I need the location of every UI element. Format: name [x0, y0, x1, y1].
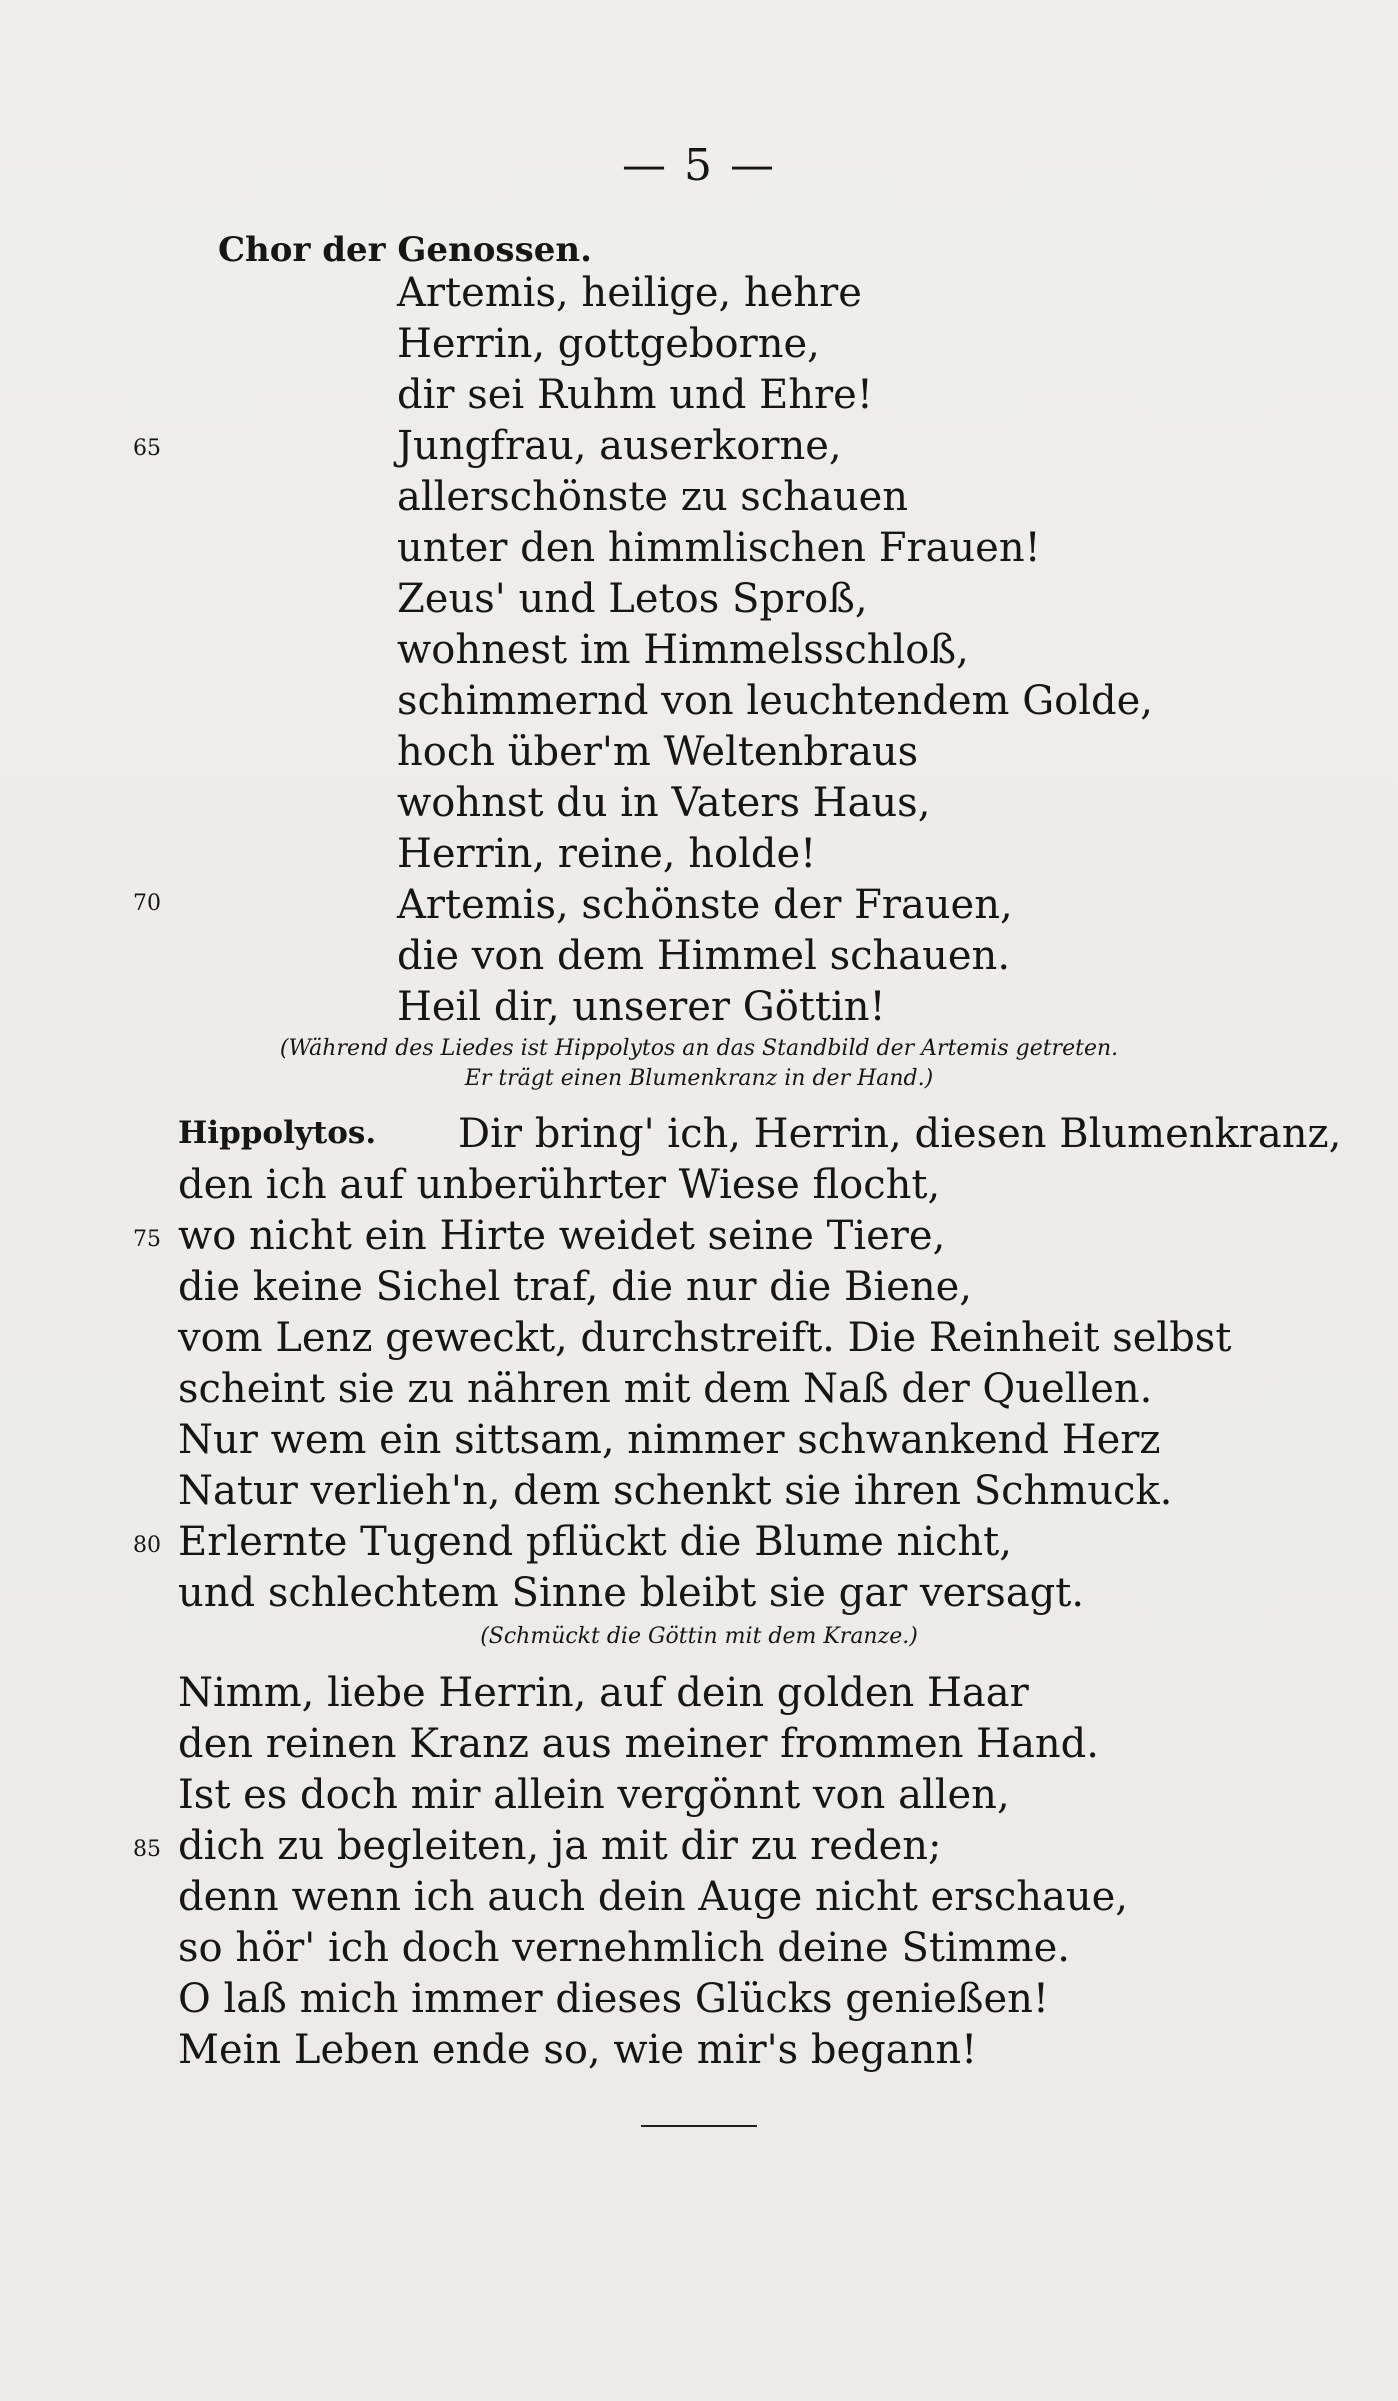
- verse-line-hippolytos-4: die keine Sichel traf, die nur die Biene,: [178, 1264, 972, 1310]
- stage-direction: (Während des Liedes ist Hippolytos an das Standbild der Artemis getreten.: [279, 1036, 1119, 1061]
- line-number-80: 80: [133, 1533, 161, 1558]
- line-number-75: 75: [133, 1227, 161, 1252]
- verse-line-hippolytos-18: Mein Leben ende so, wie mir's begann!: [178, 2027, 978, 2073]
- verse-line-chorus-14: die von dem Himmel schauen.: [397, 933, 1011, 979]
- verse-line-hippolytos-16: so hör' ich doch vernehmlich deine Stimme.: [178, 1925, 1070, 1971]
- verse-line-hippolytos-5: vom Lenz geweckt, durchstreift. Die Reinheit selbst: [178, 1315, 1232, 1361]
- verse-line-hippolytos-15: denn wenn ich auch dein Auge nicht erschaue,: [178, 1874, 1128, 1920]
- verse-line-chorus-1: Artemis, heilige, hehre: [397, 270, 862, 316]
- stage-direction: Er trägt einen Blumenkranz in der Hand.): [464, 1066, 934, 1091]
- verse-line-chorus-13: Artemis, schönste der Frauen,: [397, 882, 1013, 928]
- speaker-chorus: Chor der Genossen.: [218, 230, 592, 270]
- verse-line-hippolytos-7: Nur wem ein sittsam, nimmer schwankend Herz: [178, 1417, 1161, 1463]
- verse-line-hippolytos-6: scheint sie zu nähren mit dem Naß der Quellen.: [178, 1366, 1153, 1412]
- verse-line-hippolytos-10: und schlechtem Sinne bleibt sie gar versagt.: [178, 1570, 1085, 1616]
- verse-line-chorus-7: Zeus' und Letos Sproß,: [397, 576, 868, 622]
- stage-direction: (Schmückt die Göttin mit dem Kranze.): [480, 1624, 918, 1649]
- verse-line-chorus-6: unter den himmlischen Frauen!: [397, 525, 1041, 571]
- verse-line-hippolytos-9: Erlernte Tugend pflückt die Blume nicht,: [178, 1519, 1012, 1565]
- verse-line-chorus-12: Herrin, reine, holde!: [397, 831, 817, 877]
- verse-line-hippolytos-12: den reinen Kranz aus meiner frommen Hand.: [178, 1721, 1099, 1767]
- verse-line-chorus-2: Herrin, gottgeborne,: [397, 321, 820, 367]
- verse-line-chorus-4: Jungfrau, auserkorne,: [397, 423, 842, 469]
- verse-line-hippolytos-2: den ich auf unberührter Wiese flocht,: [178, 1162, 941, 1208]
- line-number-70: 70: [133, 891, 161, 916]
- verse-line-hippolytos-17: O laß mich immer dieses Glücks genießen!: [178, 1976, 1049, 2022]
- page-number: — 5 —: [622, 140, 776, 191]
- verse-line-chorus-3: dir sei Ruhm und Ehre!: [397, 372, 873, 418]
- verse-line-chorus-8: wohnest im Himmelsschloß,: [397, 627, 969, 673]
- verse-line-chorus-10: hoch über'm Weltenbraus: [397, 729, 919, 775]
- verse-line-hippolytos-1: Dir bring' ich, Herrin, diesen Blumenkranz,: [458, 1111, 1342, 1157]
- end-rule: [641, 2125, 757, 2127]
- verse-line-chorus-15: Heil dir, unserer Göttin!: [397, 984, 886, 1030]
- speaker-hippolytos: Hippolytos.: [178, 1115, 377, 1151]
- line-number-65: 65: [133, 436, 161, 461]
- verse-line-hippolytos-14: dich zu begleiten, ja mit dir zu reden;: [178, 1823, 942, 1869]
- verse-line-hippolytos-3: wo nicht ein Hirte weidet seine Tiere,: [178, 1213, 946, 1259]
- verse-line-hippolytos-11: Nimm, liebe Herrin, auf dein golden Haar: [178, 1670, 1029, 1716]
- verse-line-hippolytos-13: Ist es doch mir allein vergönnt von allen,: [178, 1772, 1010, 1818]
- verse-line-chorus-9: schimmernd von leuchtendem Golde,: [397, 678, 1154, 724]
- verse-line-hippolytos-8: Natur verlieh'n, dem schenkt sie ihren Schmuck.: [178, 1468, 1173, 1514]
- line-number-85: 85: [133, 1837, 161, 1862]
- verse-line-chorus-5: allerschönste zu schauen: [397, 474, 909, 520]
- verse-line-chorus-11: wohnst du in Vaters Haus,: [397, 780, 931, 826]
